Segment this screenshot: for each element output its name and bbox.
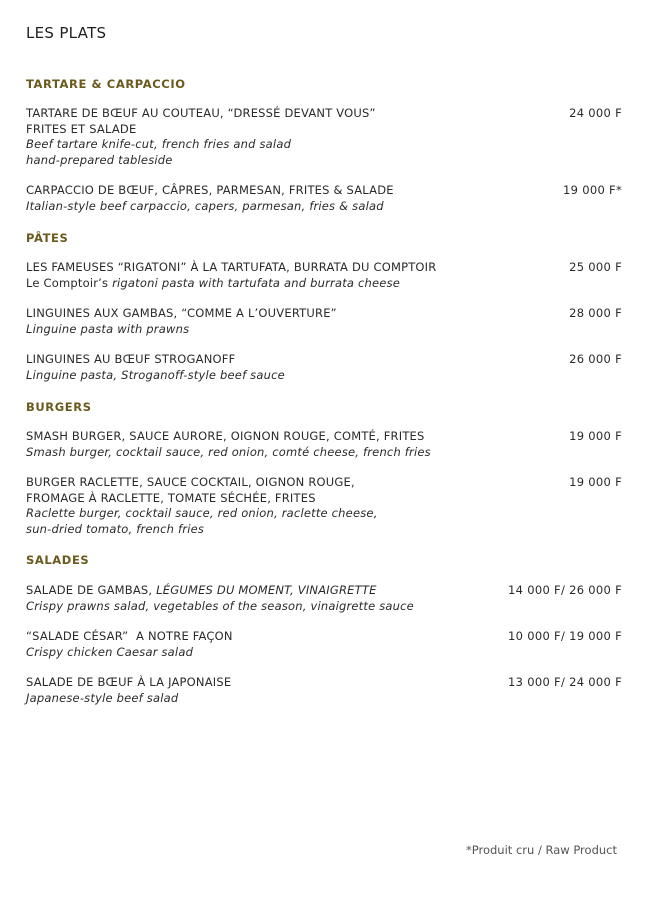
item-name: “SALADE CÉSAR” A NOTRE FAÇON [26,629,233,643]
item-description [26,276,496,292]
item-price: 14 000 F/ 26 000 F [508,583,622,597]
item-price: 19 000 F* [563,183,622,197]
menu-item-linguines-gambas [26,306,626,337]
item-name-line: FRITES ET SALADE [26,121,137,136]
item-description: Smash burger, cocktail sauce, red onion, comté cheese, french fries [26,444,431,459]
item-name: SALADE DE BŒUF À LA JAPONAISE [26,675,232,689]
item-price: 26 000 F [569,352,622,366]
desc-prefix: Le Comptoir’s [26,275,113,290]
item-name: CARPACCIO DE BŒUF, CÂPRES, PARMESAN, FRITES & SALADE [26,183,394,197]
item-description [26,137,496,168]
item-description: Crispy prawns salad, vegetables of the season, vinaigrette sauce [26,598,414,613]
section-title-tartare: TARTARE & CARPACCIO [26,77,186,91]
menu-item-smash-burger [26,429,626,460]
item-price: 10 000 F/ 19 000 F [508,629,622,643]
item-desc-line: Beef tartare knife-cut, french fries and salad [26,137,292,151]
menu-item-burger-raclette [26,475,626,537]
item-name: LES FAMEUSES “RIGATONI” À LA TARTUFATA, BURRATA DU COMPTOIR [26,260,437,274]
item-description: Japanese-style beef salad [26,690,179,705]
item-name [26,475,496,506]
item-name-line: BURGER RACLETTE, SAUCE COCKTAIL, OIGNON ROUGE, [26,475,355,489]
menu-item-salade-gambas [26,583,626,614]
item-name [26,106,496,137]
page-title: LES PLATS [26,24,107,42]
menu-item-tartare [26,106,626,168]
section-title-pates: PÂTES [26,231,69,245]
item-name: LINGUINES AU BŒUF STROGANOFF [26,352,236,366]
item-description: Crispy chicken Caesar salad [26,644,194,659]
item-name-line: FROMAGE À RACLETTE, TOMATE SÉCHÉE, FRITES [26,490,316,505]
section-title-salades: SALADES [26,553,90,567]
menu-item-carpaccio [26,183,626,214]
item-desc-line: Raclette burger, cocktail sauce, red onion, raclette cheese, [26,506,378,520]
item-description: Linguine pasta, Stroganoff-style beef sauce [26,367,285,382]
item-description: Italian-style beef carpaccio, capers, parmesan, fries & salad [26,198,384,213]
item-name: LINGUINES AUX GAMBAS, “COMME A L’OUVERTURE” [26,306,337,320]
name-italic: LÉGUMES DU MOMENT, VINAIGRETTE [156,583,377,597]
menu-item-rigatoni [26,260,626,291]
item-desc-line: sun-dried tomato, french fries [26,521,205,536]
desc-text: rigatoni pasta with tartufata and burrata cheese [112,275,401,290]
item-description [26,506,496,537]
item-price: 13 000 F/ 24 000 F [508,675,622,689]
menu-item-salade-cesar [26,629,626,660]
item-price: 24 000 F [569,106,622,120]
section-title-burgers: BURGERS [26,400,92,414]
menu-item-linguines-stroganoff [26,352,626,383]
name-prefix: SALADE DE GAMBAS, [26,583,157,597]
item-name [26,583,496,599]
item-price: 25 000 F [569,260,622,274]
item-name-line: TARTARE DE BŒUF AU COUTEAU, “DRESSÉ DEVANT VOUS” [26,106,376,120]
item-price: 19 000 F [569,429,622,443]
item-price: 19 000 F [569,475,622,489]
item-price: 28 000 F [569,306,622,320]
item-name: SMASH BURGER, SAUCE AURORE, OIGNON ROUGE, COMTÉ, FRITES [26,429,425,443]
item-desc-line: hand-prepared tableside [26,152,173,167]
menu-item-salade-boeuf [26,675,626,706]
item-description: Linguine pasta with prawns [26,321,190,336]
footnote-raw-product: *Produit cru / Raw Product [466,843,617,857]
